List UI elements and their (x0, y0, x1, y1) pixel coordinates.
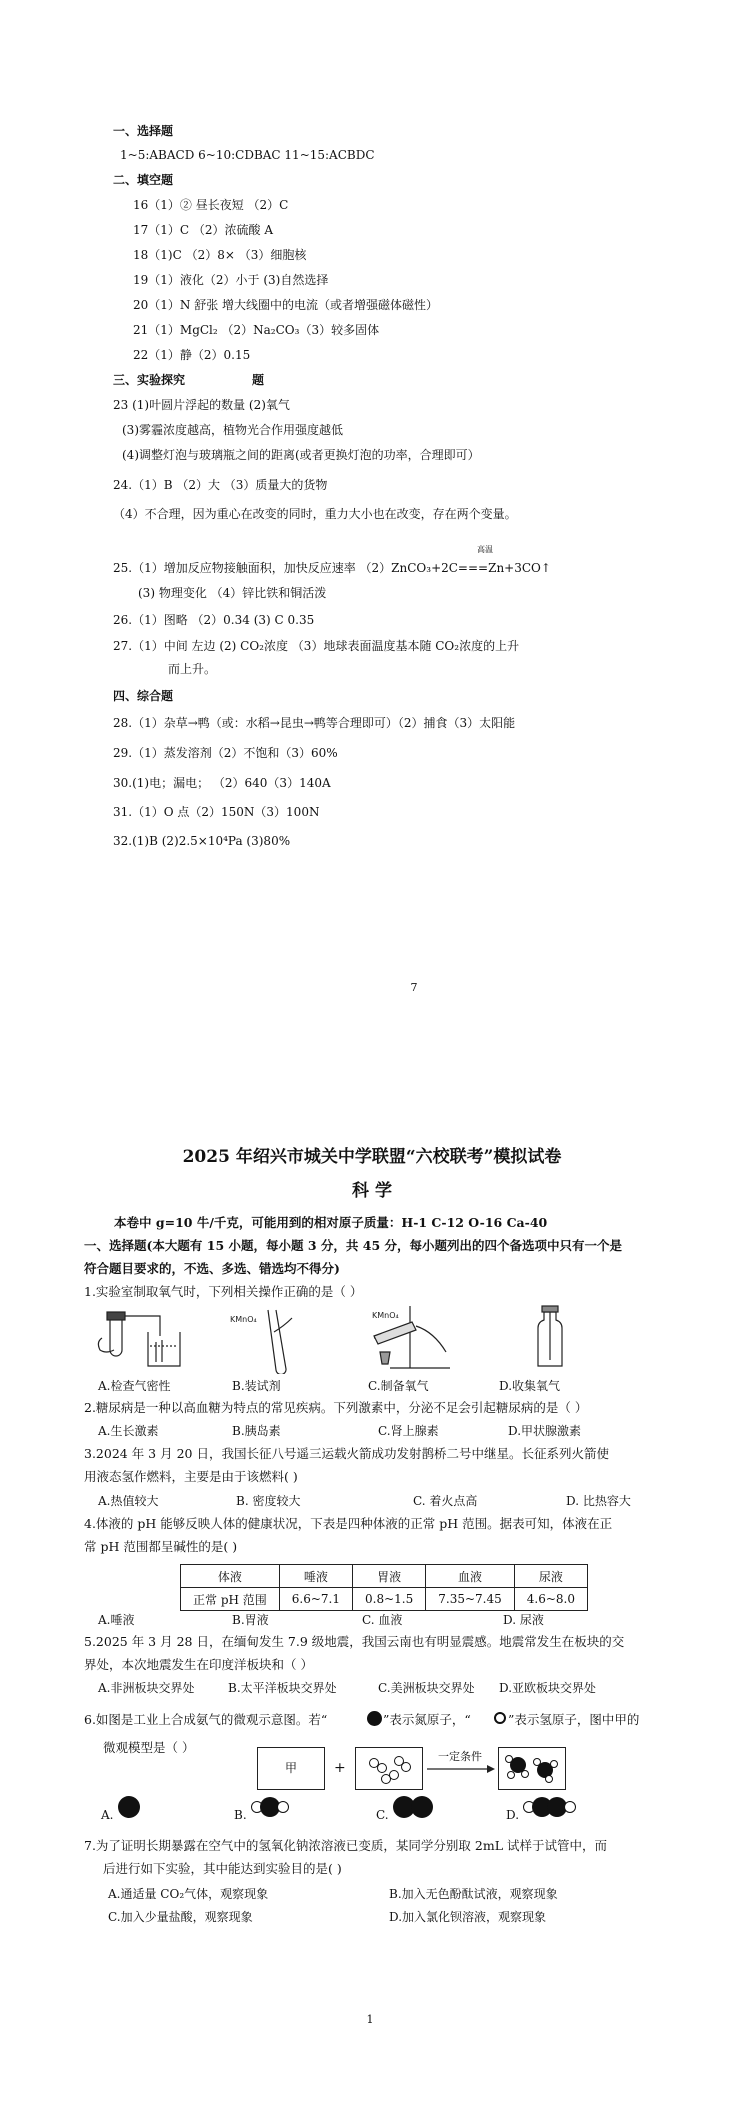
q3-option-d: D. 比热容大 (566, 1494, 631, 1508)
h-atom (521, 1770, 529, 1778)
exam-note: 本卷中 g=10 牛/千克，可能用到的相对原子质量：H-1 C-12 O-16 Ca-40 (114, 1215, 548, 1230)
q4-option-c: C. 血液 (362, 1613, 403, 1627)
ph-table-row (181, 1588, 588, 1611)
reactant-box-label: 甲 (284, 1761, 297, 1775)
answer-q25-3: (3) 物理变化 （4）锌比铁和铜活泼 (138, 586, 327, 600)
ph-table (180, 1564, 588, 1611)
answer-q27-2: 而上升。 (168, 662, 217, 676)
kmno4-label-c: KMnO₄ (372, 1311, 399, 1320)
exam-subject: 科 学 (352, 1181, 392, 1201)
choice-answers: 1~5:ABACD 6~10:CDBAC 11~15:ACBDC (120, 148, 375, 162)
answer-q27-1: 27.（1）中间 左边 (2) CO₂浓度 （3）地球表面温度基本随 CO₂浓度的上升 (113, 639, 520, 653)
q3-option-c: C. 着火点高 (413, 1494, 478, 1508)
q2-option-a: A.生长激素 (98, 1424, 159, 1438)
answer-q26: 26.（1）图略 （2）0.34 (3) C 0.35 (113, 613, 315, 627)
q3-stem-line2: 用液态氢作燃料，主要是由于该燃料( ) (84, 1469, 298, 1484)
answer-q19: 19（1）液化（2）小于 (3)自然选择 (133, 273, 329, 287)
reaction-arrow-icon (425, 1764, 497, 1774)
lab-apparatus-figure (90, 1302, 610, 1374)
answer-q28: 28.（1）杂草→鸭（或：水稻→昆虫→鸭等合理即可）（2）捕食（3）太阳能 (113, 716, 516, 730)
reaction-condition: 高温 (477, 545, 493, 554)
answer-q29: 29.（1）蒸发溶剂（2）不饱和（3）60% (113, 746, 338, 760)
q5-option-a: A.非洲板块交界处 (98, 1681, 195, 1695)
answer-q24-1: 24.（1）B （2）大 （3）质量大的货物 (113, 478, 328, 492)
section-title-fill: 二、填空题 (113, 173, 174, 187)
q7-option-d: D.加入氯化钡溶液，观察现象 (389, 1910, 547, 1924)
q7-option-c: C.加入少量盐酸，观察现象 (108, 1910, 253, 1924)
option-c-n-atom (411, 1796, 433, 1818)
q5-stem-line2: 界处，本次地震发生在印度洋板块和（ ） (84, 1657, 313, 1672)
ph-table-cell: 0.8~1.5 (353, 1588, 426, 1611)
h-atom (550, 1760, 558, 1768)
q6-option-c: C. (376, 1808, 389, 1822)
q1-option-b: B.装试剂 (232, 1379, 281, 1393)
q2-stem: 2.糖尿病是一种以高血糖为特点的常见疾病。下列激素中，分泌不足会引起糖尿病的是（ ） (84, 1400, 588, 1415)
hydrogen-molecules-box (355, 1747, 423, 1790)
q6-stem-part1: 6.如图是工业上合成氨气的微观示意图。若“ (84, 1712, 328, 1727)
q4-option-b: B.胃液 (232, 1613, 269, 1627)
section-head-line2: 符合题目要求的，不选、多选、错选均不得分) (84, 1261, 340, 1276)
ph-table-cell: 6.6~7.1 (279, 1588, 352, 1611)
q1-option-c: C.制备氧气 (368, 1379, 429, 1393)
h-atom (545, 1775, 553, 1783)
q5-stem-line1: 5.2025 年 3 月 28 日，在缅甸发生 7.9 级地震，我国云南也有明显震感。地震常发生在板块的交 (84, 1634, 625, 1649)
q5-option-d: D.亚欧板块交界处 (499, 1681, 597, 1695)
q7-option-a: A.通适量 CO₂气体，观察现象 (108, 1887, 269, 1901)
plus-sign: + (334, 1760, 346, 1776)
q3-stem-line1: 3.2024 年 3 月 20 日，我国长征八号遥三运载火箭成功发射鹊桥二号中继星。长征系列火箭使 (84, 1446, 609, 1461)
answer-q32: 32.(1)B (2)2.5×10⁴Pa (3)80% (113, 834, 291, 848)
test-tube-loading-icon (268, 1310, 292, 1374)
q2-option-c: C.肾上腺素 (378, 1424, 439, 1438)
q6-option-b: B. (234, 1808, 247, 1822)
answer-q23-4: (4)调整灯泡与玻璃瓶之间的距离(或者更换灯泡的功率，合理即可） (122, 448, 480, 462)
ph-table-header-row (181, 1565, 588, 1588)
ph-table-header: 胃液 (353, 1565, 426, 1588)
reaction-condition-label: 一定条件 (438, 1750, 482, 1763)
q7-stem-line1: 7.为了证明长期暴露在空气中的氢氧化钠浓溶液已变质，某同学分别取 2mL 试样于试管中，而 (84, 1838, 607, 1853)
answer-q16: 16（1）② 昼长夜短 （2）C (133, 198, 289, 212)
option-b-h-atom (277, 1801, 289, 1813)
q4-option-d: D. 尿液 (503, 1613, 544, 1627)
q4-stem-line1: 4.体液的 pH 能够反映人体的健康状况，下表是四种体液的正常 pH 范围。据表可知，体液在正 (84, 1516, 613, 1531)
q2-option-d: D.甲状腺激素 (508, 1424, 582, 1438)
q6-option-d: D. (506, 1808, 520, 1822)
q6-option-a: A. (101, 1808, 114, 1822)
nitrogen-atom-icon (367, 1711, 382, 1726)
q3-option-b: B. 密度较大 (236, 1494, 301, 1508)
ammonia-molecules-box (498, 1747, 566, 1790)
q2-option-b: B.胰岛素 (232, 1424, 281, 1438)
answer-q31: 31.（1）O 点（2）150N（3）100N (113, 805, 320, 819)
answer-q18: 18（1)C （2）8× （3）细胞核 (133, 248, 307, 262)
section-head-line1: 一、选择题(本大题有 15 小题，每小题 3 分，共 45 分，每小题列出的四个备选项中只有一个是 (84, 1238, 623, 1253)
ph-table-header: 血液 (426, 1565, 515, 1588)
h-atom (505, 1755, 513, 1763)
option-d-h-atom (564, 1801, 576, 1813)
q7-option-b: B.加入无色酚酞试液，观察现象 (389, 1887, 558, 1901)
section-title-experiment: 三、实验探究 (113, 373, 186, 387)
q4-stem-line2: 常 pH 范围都呈碱性的是( ) (84, 1539, 238, 1554)
hydrogen-atom-icon (494, 1712, 506, 1724)
h-atom (533, 1758, 541, 1766)
ph-table-header: 尿液 (514, 1565, 587, 1588)
q3-option-a: A.热值较大 (98, 1494, 159, 1508)
q7-stem-line2: 后进行如下实验，其中能达到实验目的是( ) (103, 1861, 342, 1876)
answer-q25-1: 25.（1）增加反应物接触面积，加快反应速率 （2）ZnCO₃+2C===Zn+3CO↑ (113, 561, 551, 575)
q6-stem-part2: ”表示氮原子，“ (383, 1712, 471, 1727)
answer-q20: 20（1）N 舒张 增大线圈中的电流（或者增强磁体磁性） (133, 298, 439, 312)
kmno4-label-b: KMnO₄ (230, 1315, 257, 1324)
section-title-comprehensive: 四、综合题 (113, 689, 174, 703)
airtightness-apparatus-icon (98, 1312, 180, 1366)
h-atom (389, 1770, 399, 1780)
answer-q22: 22（1）静（2）0.15 (133, 348, 251, 362)
section-title-choice: 一、选择题 (113, 124, 174, 138)
gas-collection-bottle-icon (538, 1306, 562, 1366)
q1-stem: 1.实验室制取氧气时，下列相关操作正确的是（ ） (84, 1284, 363, 1299)
page-number: 7 (410, 981, 418, 994)
answer-q17: 17（1）C （2）浓硫酸 A (133, 223, 274, 237)
answer-q21: 21（1）MgCl₂ （2）Na₂CO₃（3）较多固体 (133, 323, 380, 337)
h-atom (507, 1771, 515, 1779)
option-a-single-n-atom (118, 1796, 140, 1818)
ph-table-header: 唾液 (279, 1565, 352, 1588)
section-title-experiment-suffix: 题 (252, 373, 265, 387)
ph-table-cell: 4.6~8.0 (514, 1588, 587, 1611)
h-atom (401, 1762, 411, 1772)
answer-q23-3: (3)雾霾浓度越高，植物光合作用强度越低 (122, 423, 343, 437)
answer-q23-1: 23 (1)叶圆片浮起的数量 (2)氧气 (113, 398, 290, 412)
answer-q30: 30.(1)电；漏电； （2）640（3）140A (113, 776, 331, 790)
answer-q24-4: （4）不合理，因为重心在改变的同时，重力大小也在改变，存在两个变量。 (113, 507, 517, 521)
ph-table-header: 体液 (181, 1565, 280, 1588)
q1-option-d: D.收集氧气 (499, 1379, 561, 1393)
q6-stem-line2: 微观模型是（ ） (103, 1740, 195, 1755)
q4-option-a: A.唾液 (98, 1613, 135, 1627)
h-atom (377, 1763, 387, 1773)
q6-stem-part3: ”表示氢原子，图中甲的 (508, 1712, 640, 1727)
ph-table-cell: 正常 pH 范围 (181, 1588, 280, 1611)
page-number: 1 (366, 2013, 374, 2026)
q1-option-a: A.检查气密性 (98, 1379, 171, 1393)
q5-option-b: B.太平洋板块交界处 (228, 1681, 337, 1695)
q5-option-c: C.美洲板块交界处 (378, 1681, 475, 1695)
exam-title: 2025 年绍兴市城关中学联盟“六校联考”模拟试卷 (182, 1147, 562, 1167)
ph-table-cell: 7.35~7.45 (426, 1588, 515, 1611)
